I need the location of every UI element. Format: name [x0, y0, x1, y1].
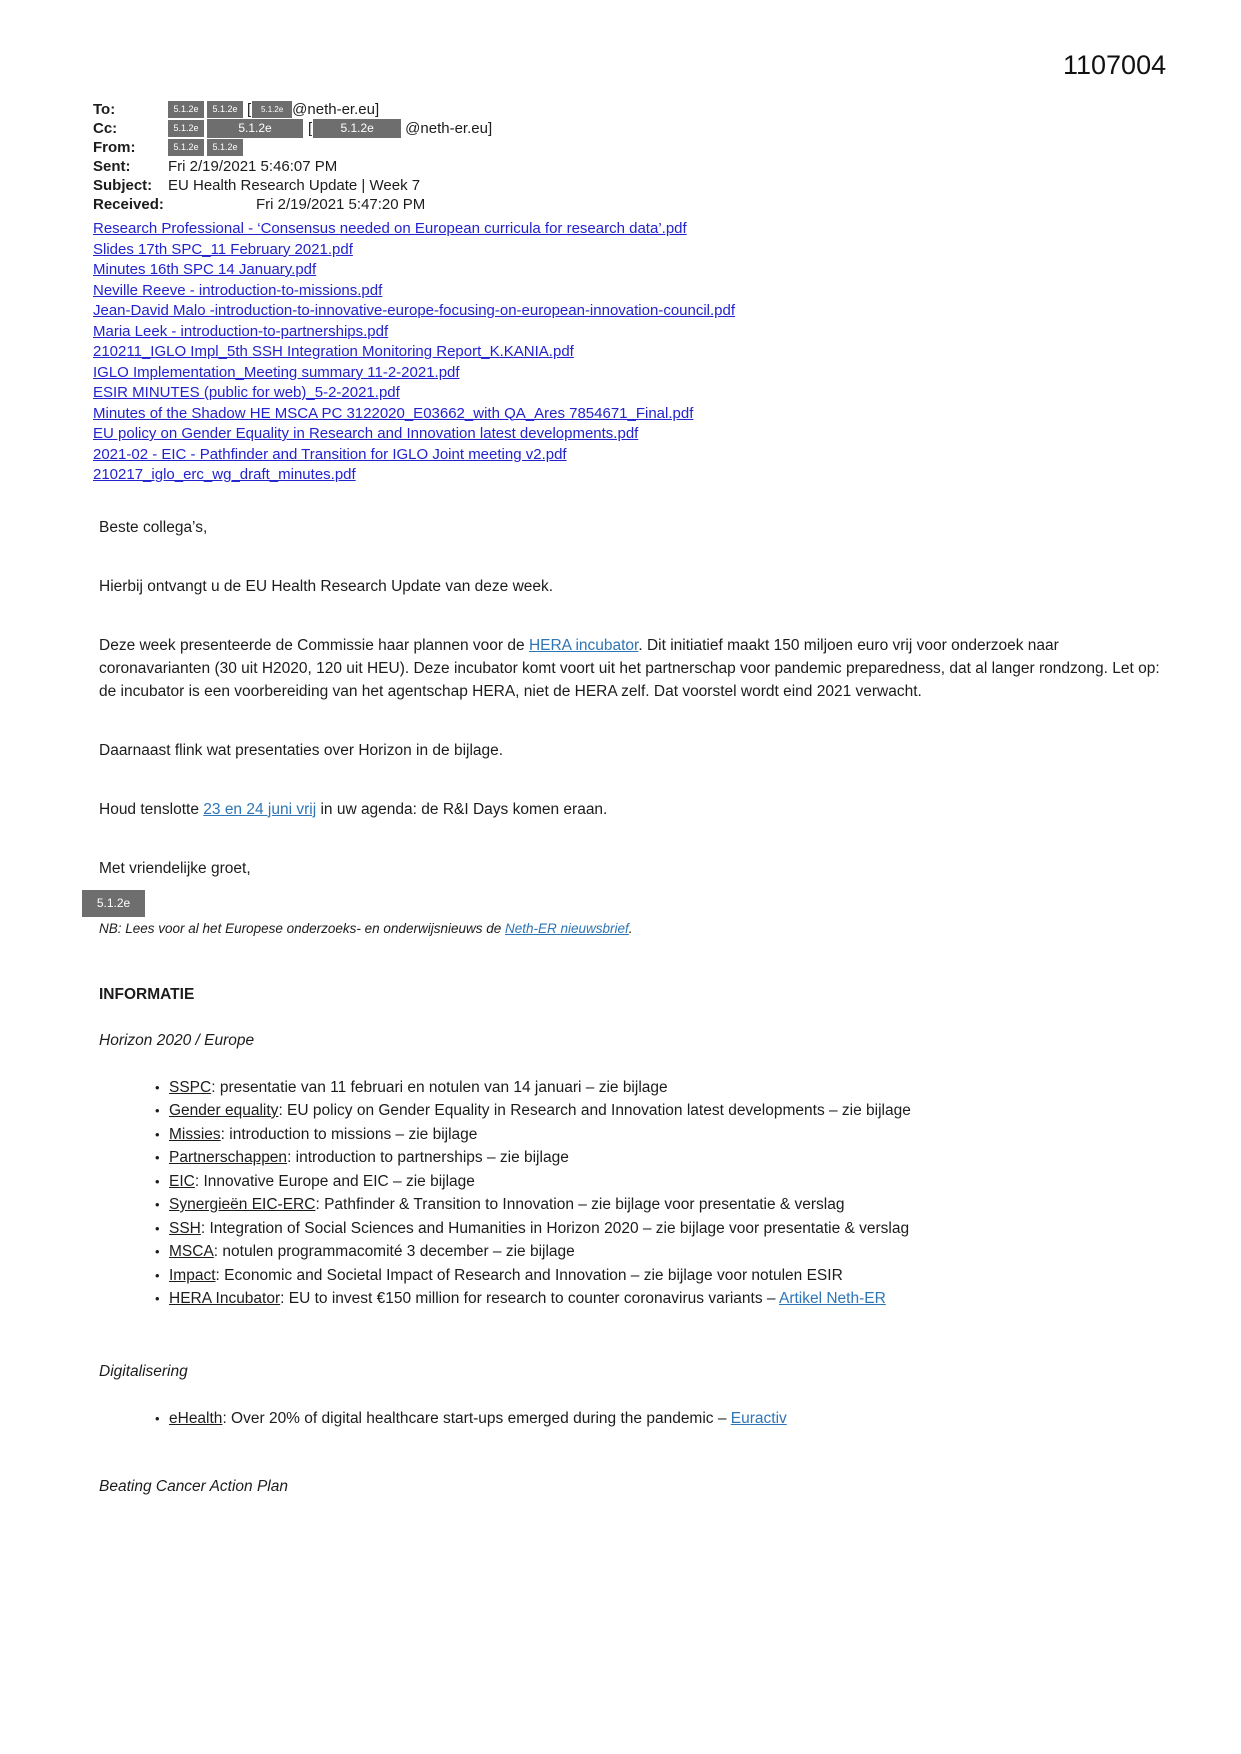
email-header — [93, 100, 1241, 214]
greeting: Beste collega’s, — [99, 518, 208, 536]
list-item — [155, 1170, 1241, 1194]
digitalisering-bullet-list — [93, 1407, 1241, 1431]
to-domain-text: @neth-er.eu] — [292, 101, 380, 118]
paragraph-text: Deze week presenteerde de Commissie haar plannen voor de — [99, 636, 529, 654]
bullet-icon: • — [155, 1150, 160, 1165]
attachment-link[interactable]: Slides 17th SPC_11 February 2021.pdf — [93, 240, 353, 258]
attachment-link[interactable]: 2021-02 - EIC - Pathfinder and Transition for IGLO Joint meeting v2.pdf — [93, 445, 567, 463]
attachment-link[interactable]: 210217_iglo_erc_wg_draft_minutes.pdf — [93, 466, 356, 483]
cc-label: Cc: — [93, 120, 118, 137]
june-dates-link[interactable]: 23 en 24 juni vrij — [203, 800, 317, 818]
bullet-icon: • — [155, 1126, 160, 1142]
to-label: To: — [93, 101, 116, 118]
paragraph-text: in uw agenda: de R&I Days komen eraan. — [316, 800, 608, 818]
bullet-text: : EU to invest €150 million for research to counter coronavirus variants – — [280, 1290, 779, 1307]
closing: Met vriendelijke groet, — [99, 859, 251, 877]
attachment-link[interactable]: EU policy on Gender Equality in Research and Innovation latest developments.pdf — [93, 425, 639, 442]
horizon-bullet-list — [93, 1076, 1241, 1311]
bullet-icon: • — [155, 1173, 160, 1189]
list-item — [155, 1264, 1241, 1288]
cancer-plan-heading: Beating Cancer Action Plan — [99, 1478, 288, 1495]
bracket-text: [ — [308, 120, 313, 137]
hera-incubator-link[interactable]: HERA incubator — [528, 636, 639, 654]
attachment-link[interactable]: Maria Leek - introduction-to-partnerships.pdf — [93, 322, 389, 340]
page-number: 1107004 — [1063, 50, 1167, 80]
list-item — [155, 1287, 1241, 1311]
from-label: From: — [93, 139, 136, 156]
bullet-keyword: Partnerschappen — [169, 1149, 288, 1166]
bullet-keyword: eHealth — [169, 1409, 223, 1427]
redaction-box: 5.1.2e — [207, 119, 303, 138]
bullet-keyword: HERA Incubator — [169, 1290, 281, 1307]
list-item — [155, 1217, 1241, 1241]
bullet-keyword: SSPC — [169, 1078, 212, 1096]
bullet-text: : Over 20% of digital healthcare start-ups emerged during the pandemic – — [222, 1409, 731, 1427]
bullet-text: : Integration of Social Sciences and Humanities in Horizon 2020 – zie bijlage voor presentatie & verslag — [200, 1219, 910, 1237]
redaction-box: 5.1.2e — [168, 139, 204, 156]
bullet-icon: • — [155, 1267, 160, 1283]
redaction-box: 5.1.2e — [252, 101, 292, 118]
bullet-icon: • — [155, 1197, 160, 1212]
subject-value: EU Health Research Update | Week 7 — [168, 177, 421, 194]
paragraph-text: . Dit initiatief maakt 150 miljoen euro vrij voor onderzoek naar coronavarianten (30 uit H2020, 120 uit HEU). Deze incubator komt voort uit het partnerschap voor pandemic preparedness, dat al langer rondzong. Let op: de incubator is een voorbereiding van het agentschap HERA, niet de HERA zelf. Dat voorstel wordt eind 2021 verwacht. — [99, 636, 1160, 700]
list-item — [155, 1240, 1241, 1264]
attachment-link[interactable]: ESIR MINUTES (public for web)_5-2-2021.pdf — [93, 384, 400, 401]
bullet-icon: • — [155, 1244, 160, 1259]
bullet-keyword: EIC — [169, 1172, 195, 1190]
bullet-text: : EU policy on Gender Equality in Research and Innovation latest developments – zie bijlage — [278, 1102, 911, 1119]
header-row-subject — [93, 176, 1241, 195]
list-item — [155, 1407, 1241, 1431]
attachment-link[interactable]: Research Professional - ‘Consensus needed on European curricula for research data’.pdf — [93, 220, 687, 237]
redaction-box: 5.1.2e — [168, 120, 204, 137]
redaction-box: 5.1.2e — [207, 101, 243, 118]
bracket-text: [ — [247, 101, 252, 118]
header-row-sent — [93, 157, 1241, 176]
bullet-icon: • — [155, 1079, 160, 1095]
bullet-icon: • — [155, 1103, 160, 1118]
attachment-link[interactable]: Minutes of the Shadow HE MSCA PC 3122020_E03662_with QA_Ares 7854671_Final.pdf — [93, 404, 694, 422]
horizon-heading: Horizon 2020 / Europe — [99, 1031, 255, 1049]
attachment-links — [93, 219, 1241, 486]
message-body — [96, 516, 1167, 940]
cc-domain-text: @neth-er.eu] — [405, 120, 493, 137]
bullet-keyword: SSH — [169, 1219, 201, 1237]
bullet-text: : presentatie van 11 februari en notulen van 14 januari – zie bijlage — [211, 1078, 668, 1096]
attachment-link[interactable]: Jean-David Malo -introduction-to-innovative-europe-focusing-on-european-innovation-council.pdf — [93, 302, 736, 319]
bullet-keyword: Gender equality — [169, 1102, 279, 1119]
list-item — [155, 1193, 1241, 1217]
sent-label: Sent: — [93, 158, 131, 175]
attachments-note-paragraph: Daarnaast flink wat presentaties over Horizon in de bijlage. — [99, 741, 504, 759]
bullet-text: : introduction to missions – zie bijlage — [220, 1125, 478, 1143]
nb-note — [99, 917, 1167, 940]
bullet-keyword: Impact — [169, 1266, 216, 1284]
bullet-keyword: Missies — [169, 1125, 221, 1143]
bullet-text: : Innovative Europe and EIC – zie bijlage — [194, 1172, 475, 1190]
artikel-nether-link[interactable]: Artikel Neth-ER — [778, 1290, 886, 1307]
redaction-box: 5.1.2e — [168, 101, 204, 118]
header-row-received — [93, 195, 1241, 214]
informatie-heading: INFORMATIE — [99, 985, 195, 1003]
sent-value: Fri 2/19/2021 5:46:07 PM — [168, 158, 338, 175]
hera-paragraph — [99, 634, 1167, 703]
redaction-box: 5.1.2e — [207, 139, 243, 156]
attachment-link[interactable]: Minutes 16th SPC 14 January.pdf — [93, 261, 317, 278]
bullet-icon: • — [155, 1410, 160, 1426]
list-item — [155, 1146, 1241, 1170]
bullet-text: : notulen programmacomité 3 december – zie bijlage — [213, 1243, 575, 1260]
list-item — [155, 1099, 1241, 1123]
bullet-text: : introduction to partnerships – zie bijlage — [287, 1149, 569, 1166]
subject-label: Subject: — [93, 177, 153, 194]
paragraph-text: Houd tenslotte — [99, 800, 204, 818]
attachment-link[interactable]: Neville Reeve - introduction-to-missions.pdf — [93, 281, 383, 299]
bullet-text: : Pathfinder & Transition to Innovation – zie bijlage voor presentatie & verslag — [315, 1196, 845, 1213]
received-label: Received: — [93, 196, 164, 213]
received-value: Fri 2/19/2021 5:47:20 PM — [256, 196, 426, 213]
ri-days-paragraph — [99, 798, 1167, 821]
bullet-keyword: MSCA — [169, 1243, 214, 1260]
bullet-text: : Economic and Societal Impact of Research and Innovation – zie bijlage voor notulen ESIR — [215, 1266, 843, 1284]
header-row-to — [93, 100, 1241, 119]
attachment-link[interactable]: 210211_IGLO Impl_5th SSH Integration Monitoring Report_K.KANIA.pdf — [93, 343, 574, 360]
euractiv-link[interactable]: Euractiv — [730, 1409, 787, 1427]
nb-text: NB: Lees voor al het Europese onderzoeks- en onderwijsnieuws de — [99, 920, 505, 936]
intro-paragraph: Hierbij ontvangt u de EU Health Research Update van deze week. — [99, 577, 554, 595]
nether-newsletter-link[interactable]: Neth-ER nieuwsbrief — [504, 920, 629, 936]
header-row-cc — [93, 119, 1241, 138]
attachment-link[interactable]: IGLO Implementation_Meeting summary 11-2-2021.pdf — [93, 363, 460, 381]
signature-redaction-box: 5.1.2e — [82, 890, 145, 917]
nb-text: . — [628, 920, 633, 936]
list-item — [155, 1123, 1241, 1147]
header-row-from — [93, 138, 1241, 157]
redaction-box: 5.1.2e — [313, 119, 401, 138]
bullet-icon: • — [155, 1220, 160, 1236]
bullet-icon: • — [155, 1291, 160, 1306]
digitalisering-heading: Digitalisering — [99, 1362, 188, 1380]
bullet-keyword: Synergieën EIC-ERC — [169, 1196, 316, 1213]
list-item — [155, 1076, 1241, 1100]
